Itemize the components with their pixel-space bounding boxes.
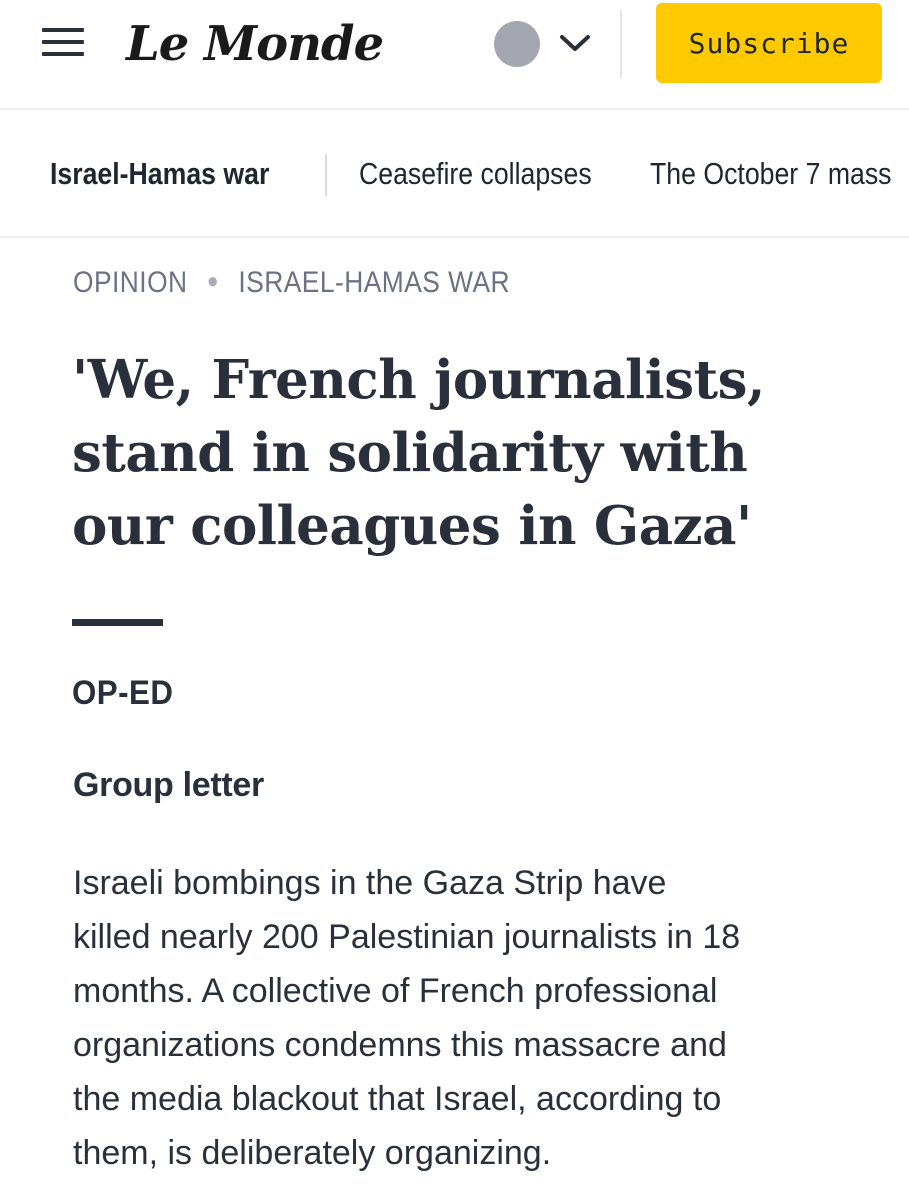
site-header bbox=[0, 0, 909, 110]
topic-nav-current[interactable]: Israel-Hamas war bbox=[50, 156, 270, 191]
kicker-section-link[interactable]: OPINION bbox=[73, 266, 188, 299]
kicker-dot: ● bbox=[206, 268, 220, 293]
chevron-down-icon[interactable] bbox=[558, 28, 592, 58]
article-type-label: OP-ED bbox=[72, 674, 174, 712]
menu-bar bbox=[42, 28, 84, 32]
summary-line: them, is deliberately organizing. bbox=[73, 1134, 552, 1172]
summary-line: killed nearly 200 Palestinian journalists in 18 bbox=[73, 918, 741, 956]
article-byline: Group letter bbox=[73, 766, 264, 804]
headline-line: our colleagues in Gaza' bbox=[72, 495, 752, 557]
avatar-icon[interactable] bbox=[494, 21, 540, 67]
headline-line: 'We, French journalists, bbox=[72, 349, 765, 411]
headline-line: stand in solidarity with bbox=[72, 422, 748, 484]
kicker-topic-link[interactable]: ISRAEL-HAMAS WAR bbox=[238, 266, 511, 299]
subscribe-button[interactable]: Subscribe bbox=[656, 3, 882, 83]
topic-link-ceasefire[interactable]: Ceasefire collapses bbox=[359, 156, 592, 191]
article-headline bbox=[72, 344, 872, 563]
site-logo[interactable]: Le Monde bbox=[126, 16, 384, 72]
headline-rule bbox=[72, 619, 163, 626]
article-kicker bbox=[73, 266, 510, 300]
summary-line: the media blackout that Israel, according to bbox=[73, 1080, 722, 1118]
summary-line: organizations condemns this massacre and bbox=[73, 1026, 727, 1064]
menu-bar bbox=[42, 52, 84, 56]
topic-nav-divider bbox=[325, 154, 327, 196]
menu-bar bbox=[42, 40, 84, 44]
header-divider bbox=[620, 10, 622, 78]
article-summary bbox=[73, 856, 873, 1180]
hamburger-menu-icon[interactable] bbox=[42, 28, 86, 58]
topic-link-october-7[interactable]: The October 7 mass bbox=[650, 156, 892, 191]
summary-line: Israeli bombings in the Gaza Strip have bbox=[73, 864, 667, 902]
summary-line: months. A collective of French professional bbox=[73, 972, 718, 1010]
topic-nav bbox=[0, 112, 909, 238]
